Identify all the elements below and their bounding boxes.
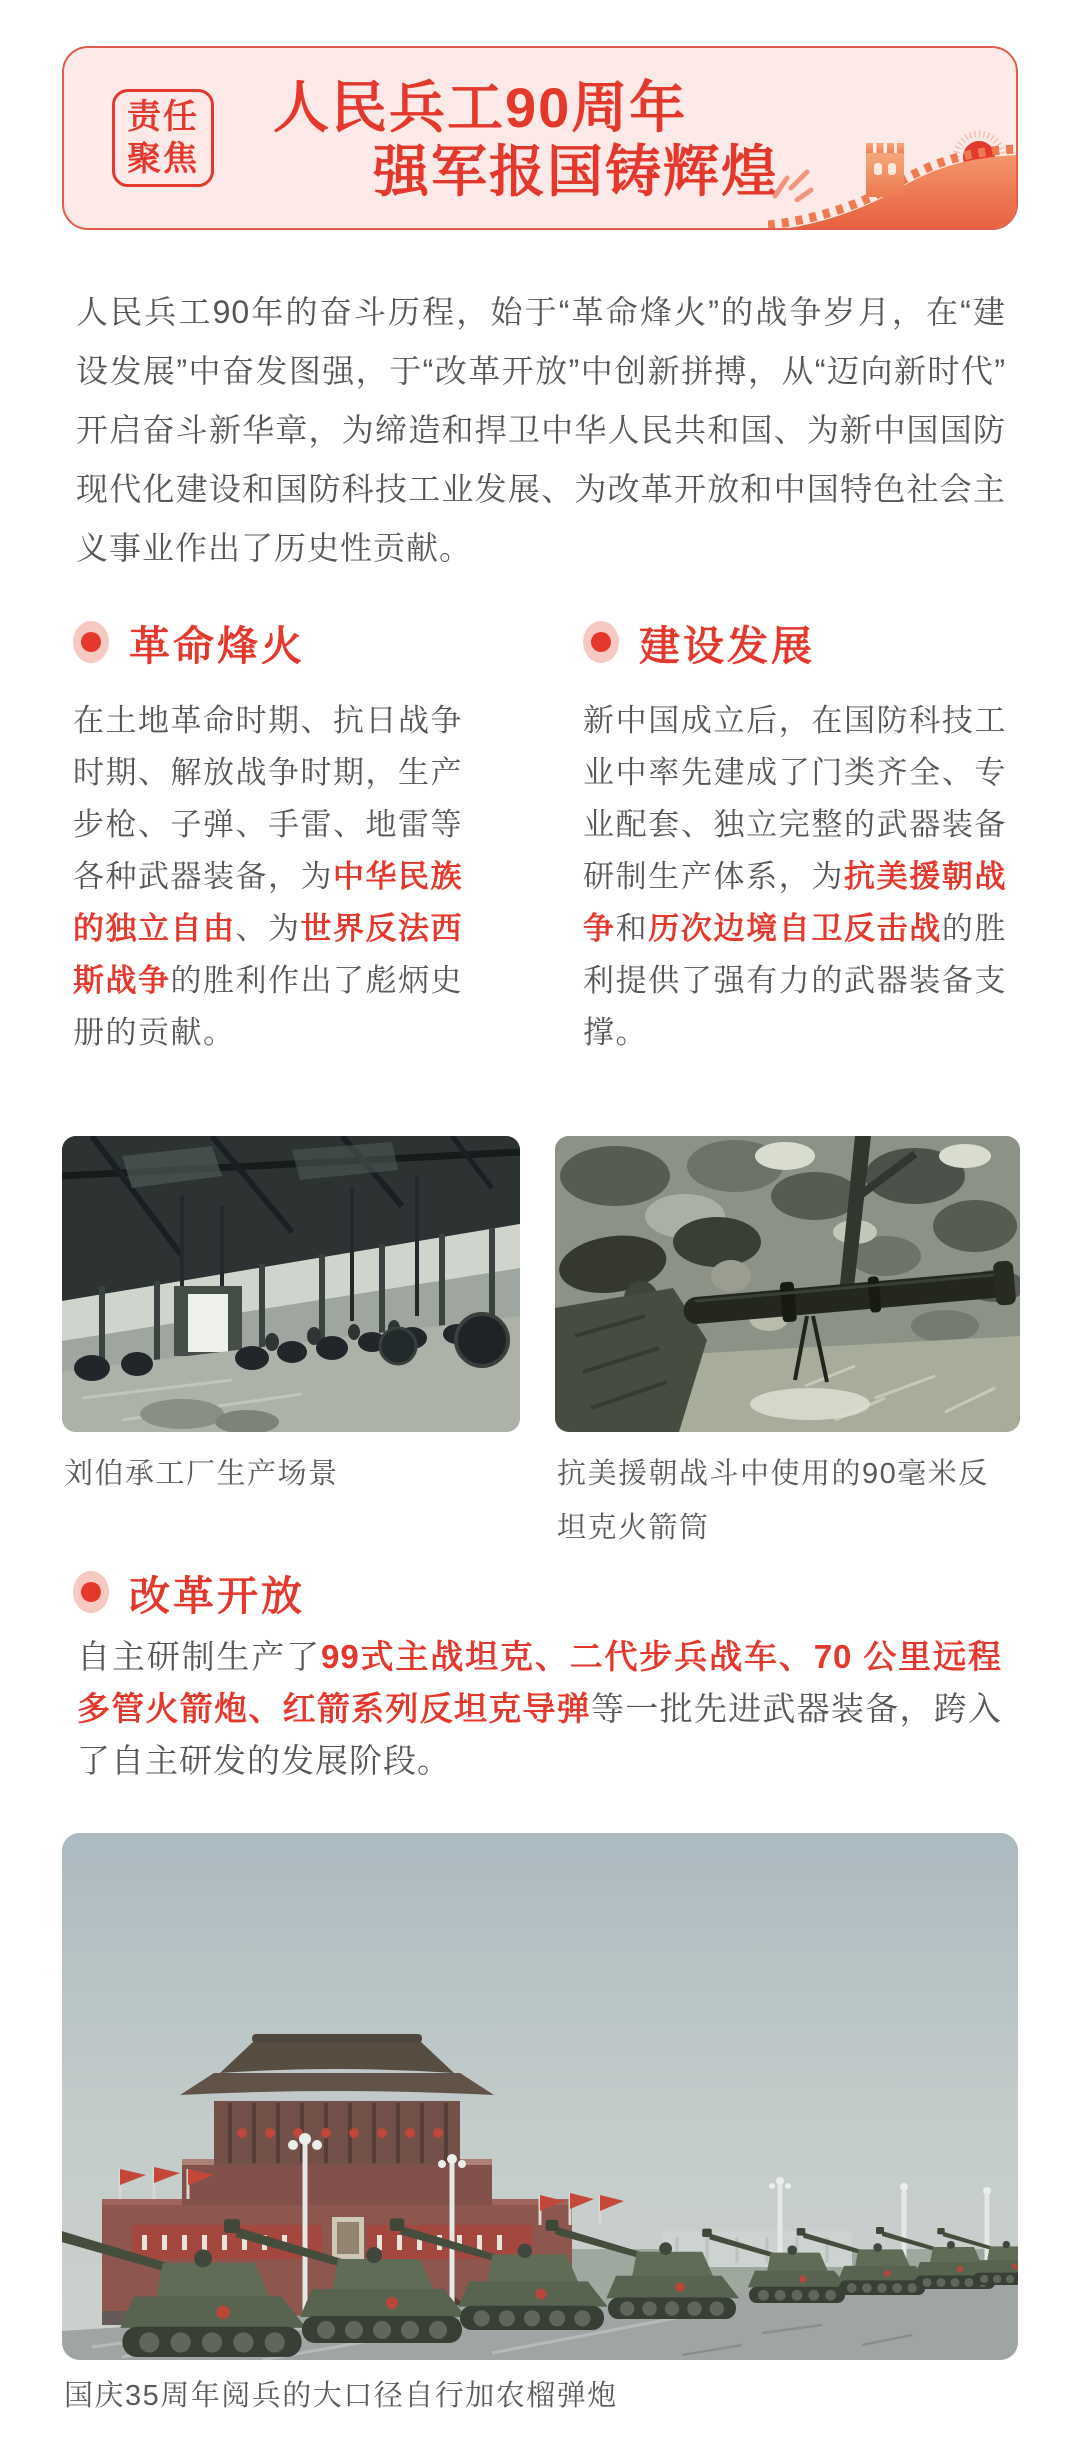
- section-title-reform: 改革开放: [129, 1572, 305, 1619]
- section-bullet-icon: [73, 1571, 109, 1613]
- rocket-photo-illustration: [555, 1136, 1020, 1432]
- rocket-photo-caption: 抗美援朝战斗中使用的90毫米反坦克火箭筒: [557, 1458, 989, 1544]
- section-reform: [73, 1569, 305, 1619]
- section-header-construction: [583, 619, 1007, 669]
- section-construction: [583, 619, 1007, 1059]
- parade-photo-caption: 国庆35周年阅兵的大口径自行加农榴弹炮: [64, 2380, 618, 2412]
- page-title: [273, 76, 779, 204]
- section-bullet-icon: [583, 621, 619, 663]
- parade-photo-illustration: [62, 1833, 1018, 2360]
- intro-paragraph: 人民兵工90年的奋斗历程，始于“革命烽火”的战争岁月，在“建设发展”中奋发图强，于“改革开放”中创新拼搏，从“迈向新时代”开启奋斗新华章，为缔造和捍卫中华人民共和国、为新中国国防现代化建设和国防科技工业发展、为改革开放和中国特色社会主义事业作出了历史性贡献。: [76, 294, 1006, 566]
- section-header-revolution: [73, 619, 463, 669]
- section-text-revolution: 在土地革命时期、抗日战争时期、解放战争时期，生产步枪、子弹、手雷、地雷等各种武器装备，为中华民族的独立自由、为世界反法西斯战争的胜利作出了彪炳史册的贡献。: [73, 703, 463, 1050]
- focus-badge: [112, 89, 214, 187]
- section-text-reform: 自主研制生产了99式主战坦克、二代步兵战车、70 公里远程多管火箭炮、红箭系列反坦克导弹等一批先进武器装备，跨入了自主研发的发展阶段。: [77, 1638, 1003, 1779]
- parade-photo: [62, 1833, 1018, 2360]
- badge-line-1: 责任: [127, 98, 199, 136]
- title-line-1: 人民兵工90周年: [273, 76, 688, 139]
- section-text-construction: 新中国成立后，在国防科技工业中率先建成了门类齐全、专业配套、独立完整的武器装备研制生产体系，为抗美援朝战争和历次边境自卫反击战的胜利提供了强有力的武器装备支撑。: [583, 703, 1007, 1050]
- section-title-revolution: 革命烽火: [129, 622, 305, 669]
- factory-photo-illustration: [62, 1136, 520, 1432]
- title-line-2: 强军报国铸辉煌: [373, 140, 779, 203]
- rocket-launcher-photo: [555, 1136, 1020, 1432]
- great-wall-icon: [768, 127, 1018, 230]
- section-title-construction: 建设发展: [639, 622, 815, 669]
- section-header-reform: [73, 1569, 305, 1619]
- factory-photo: [62, 1136, 520, 1432]
- factory-photo-caption: 刘伯承工厂生产场景: [64, 1458, 339, 1490]
- badge-line-2: 聚焦: [127, 140, 199, 178]
- section-bullet-icon: [73, 621, 109, 663]
- section-revolution: [73, 619, 463, 1059]
- header-banner: [62, 46, 1018, 230]
